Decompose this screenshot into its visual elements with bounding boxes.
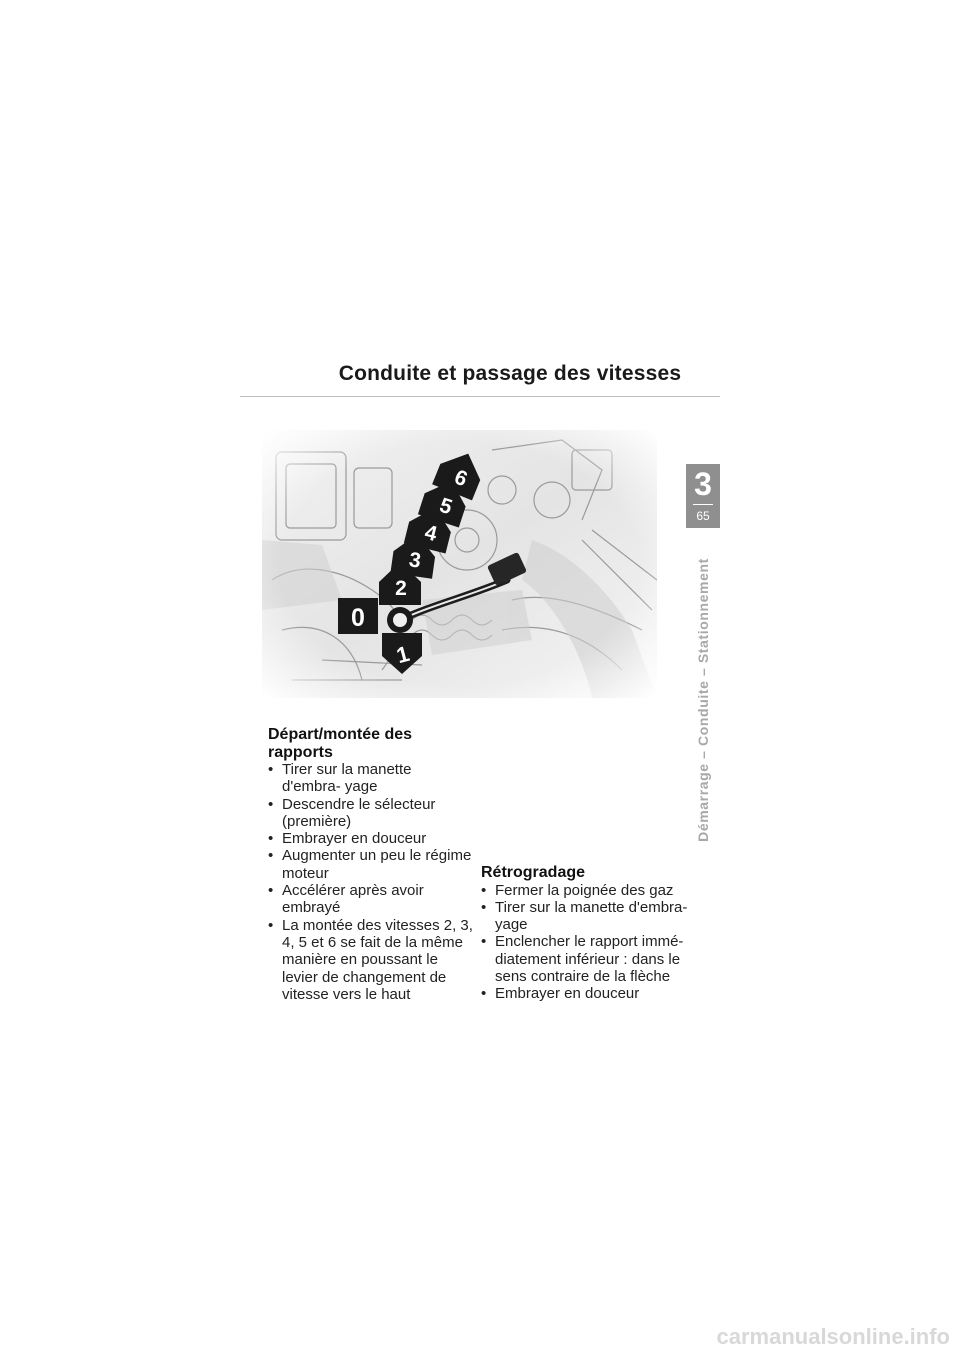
section-start-upshift: [268, 726, 473, 1003]
section-downshift: [481, 864, 689, 1003]
page-title: Conduite et passage des vitesses: [338, 362, 682, 385]
title-divider: [240, 396, 720, 397]
list-item: • Tirer sur la manette d'embra- yage: [481, 898, 688, 934]
chapter-tab-divider: [693, 504, 713, 505]
bullet-list: [481, 882, 689, 1003]
list-item: • Augmenter un peu le régime moteur: [268, 847, 472, 882]
bullet-list: [268, 761, 473, 1003]
section-heading: Départ/montée des rapports: [268, 726, 413, 761]
figure-vignette: [262, 430, 657, 698]
list-item: • Fermer la poignée des gaz: [481, 881, 674, 899]
list-item: • Descendre le sélecteur (première): [268, 795, 436, 830]
chapter-tab: [686, 464, 720, 528]
page-number: 65: [696, 509, 710, 523]
list-item: • Accélérer après avoir embrayé: [268, 882, 424, 917]
list-item: • Enclencher le rapport immé- diatement inférieur : dans le sens contraire de la flèche: [481, 933, 684, 985]
side-chapter-label: Démarrage – Conduite – Stationnement: [695, 558, 711, 842]
list-item: • La montée des vitesses 2, 3, 4, 5 et 6 se fait de la même manière en poussant le levier de changement de vitesse vers le haut: [268, 916, 473, 1003]
footer-watermark: carmanualsonline.info: [716, 1324, 950, 1349]
list-item: • Embrayer en douceur: [481, 985, 640, 1003]
chapter-number: 3: [694, 466, 712, 502]
list-item: • Embrayer en douceur: [268, 830, 427, 848]
gear-shift-figure: [262, 430, 657, 698]
gear-shift-illustration: [262, 430, 657, 698]
section-heading: Rétrogradage: [481, 864, 586, 881]
list-item: • Tirer sur la manette d'embra- yage: [268, 761, 412, 796]
